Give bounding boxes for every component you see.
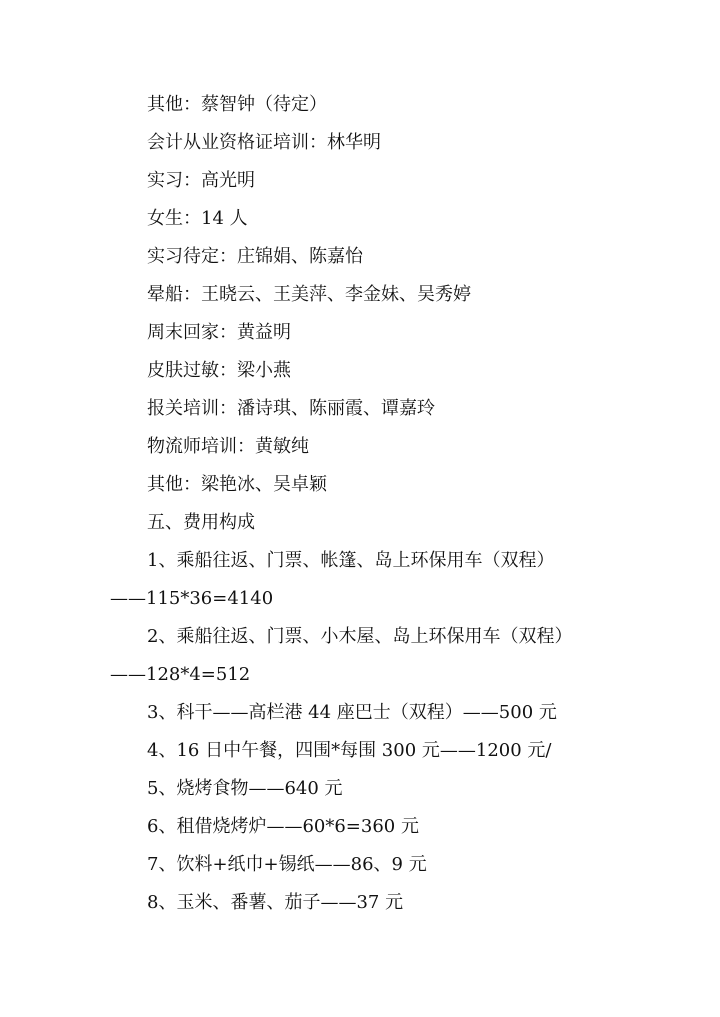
text-line-skin-allergy: 皮肤过敏：梁小燕 <box>147 360 291 381</box>
text-line-weekend-home: 周末回家：黄益明 <box>147 322 291 343</box>
text-line-other-liang: 其他：梁艳冰、吴卓颖 <box>147 474 327 495</box>
section-heading-costs: 五、费用构成 <box>147 512 255 533</box>
cost-item-2: 2、乘船往返、门票、小木屋、岛上环保用车（双程） <box>147 626 573 647</box>
text-line-customs-training: 报关培训：潘诗琪、陈丽霞、谭嘉玲 <box>147 398 435 419</box>
text-line-other-cai: 其他：蔡智钟（待定） <box>147 94 327 115</box>
cost-item-2-amount: ——128*4=512 <box>110 664 251 685</box>
cost-item-3: 3、科干——高栏港 44 座巴士（双程）——500 元 <box>147 702 557 723</box>
text-line-accounting-training: 会计从业资格证培训：林华明 <box>147 132 381 153</box>
cost-item-6: 6、租借烧烤炉——60*6=360 元 <box>147 816 419 837</box>
text-line-internship-pending: 实习待定：庄锦娟、陈嘉怡 <box>147 246 363 267</box>
cost-item-5: 5、烧烤食物——640 元 <box>147 778 343 799</box>
text-line-female-count: 女生：14 人 <box>147 208 248 229</box>
cost-item-1-amount: ——115*36=4140 <box>110 588 274 609</box>
cost-item-7: 7、饮料+纸巾+锡纸——86、9 元 <box>147 854 427 875</box>
cost-item-8: 8、玉米、番薯、茄子——37 元 <box>147 892 404 913</box>
text-line-internship: 实习：高光明 <box>147 170 255 191</box>
text-line-seasick: 晕船：王晓云、王美萍、李金妹、吴秀婷 <box>147 284 471 305</box>
cost-item-4: 4、16 日中午餐，四围*每围 300 元——1200 元/ <box>147 740 552 761</box>
cost-item-1: 1、乘船往返、门票、帐篷、岛上环保用车（双程） <box>147 550 555 571</box>
text-line-logistics-training: 物流师培训：黄敏纯 <box>147 436 309 457</box>
